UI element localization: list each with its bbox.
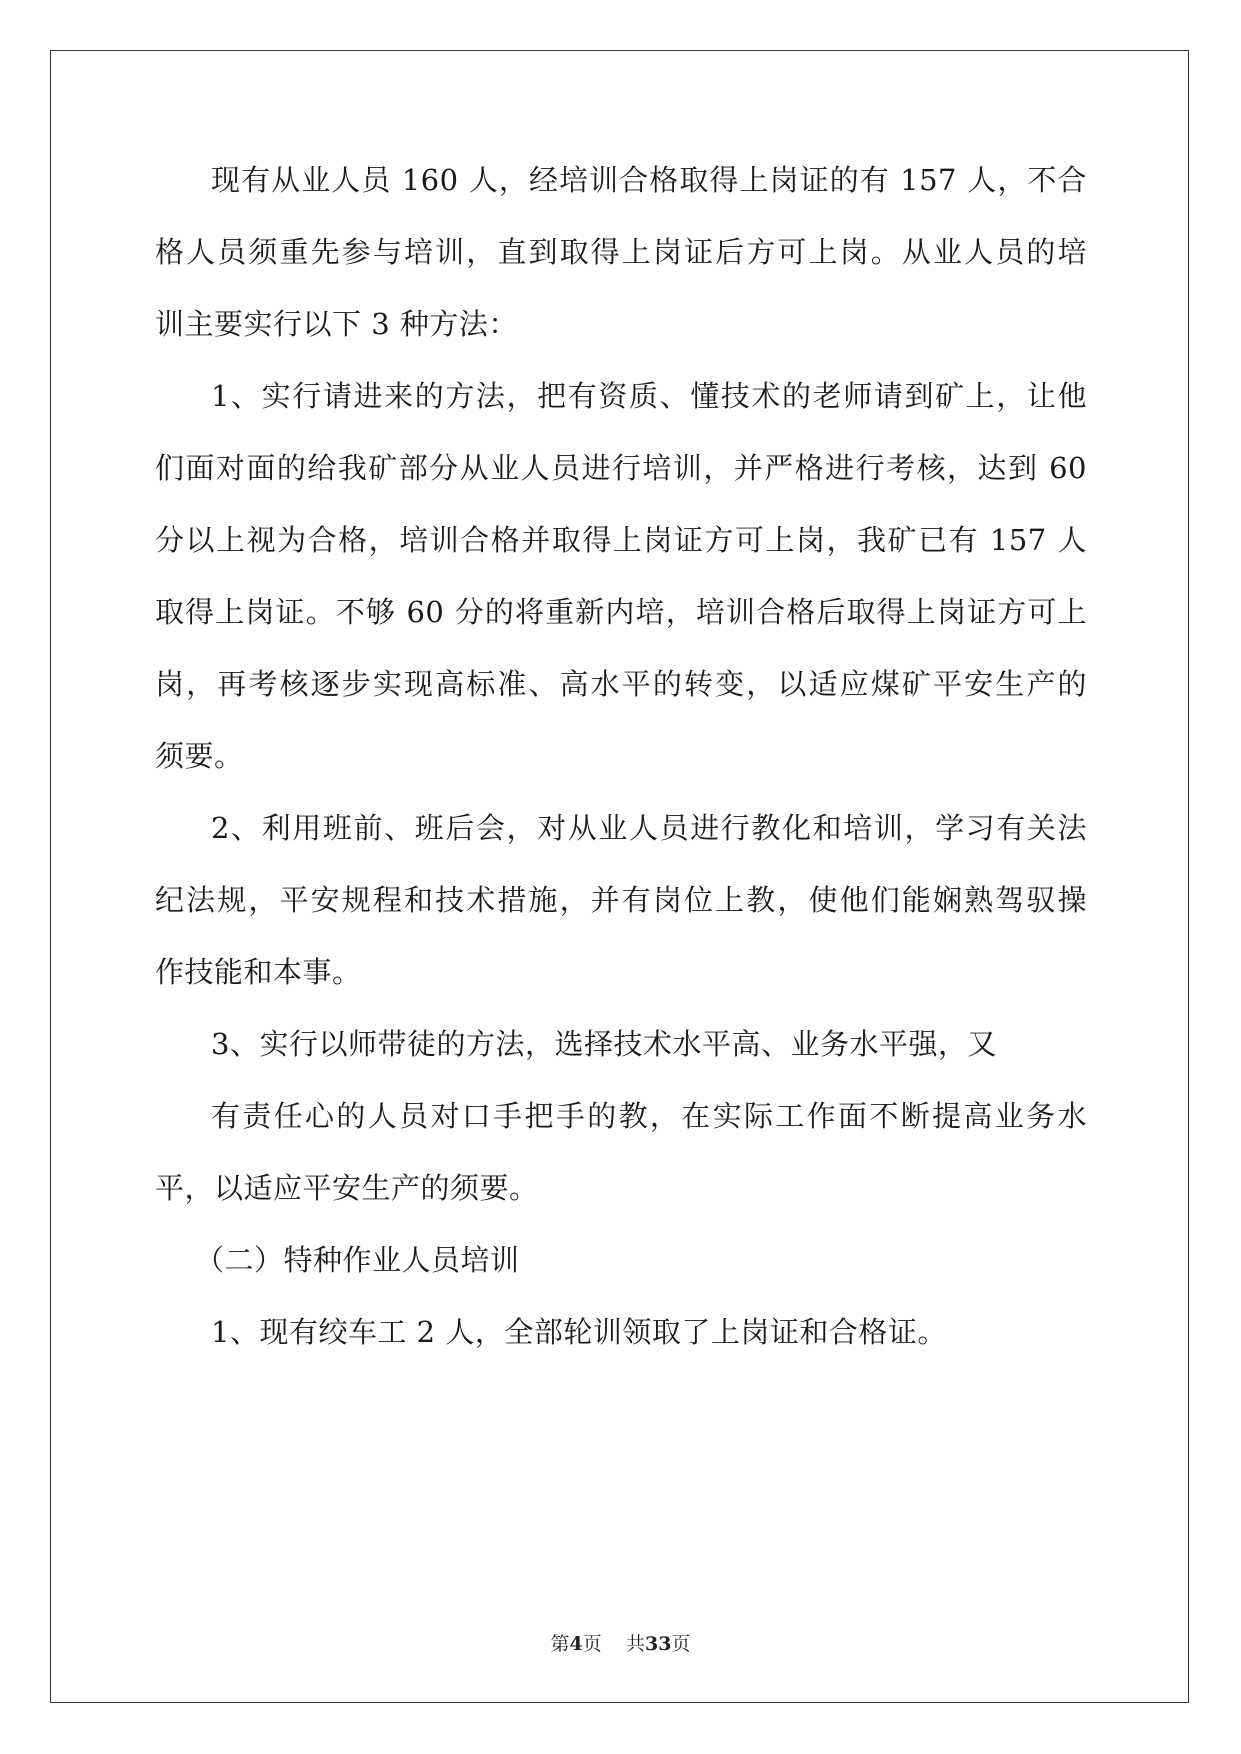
text-line-6: 分以上视为合格，培训合格并取得上岗证方可上岗，我矿已有 157 人 (155, 523, 1087, 557)
text-line-15: 平，以适应平安生产的须要。 (155, 1171, 539, 1205)
text-line-13: 3、实行以师带徒的方法，选择技术水平高、业务水平强，又 (211, 1027, 997, 1061)
text-line-5: 们面对面的给我矿部分从业人员进行培训，并严格进行考核，达到 60 (155, 451, 1087, 485)
page-prefix: 第 (550, 1633, 570, 1655)
total-suffix: 页 (671, 1633, 691, 1655)
text-line-3: 训主要实行以下 3 种方法： (155, 307, 518, 341)
text-line-2: 格人员须重先参与培训，直到取得上岗证后方可上岗。从业人员的培 (155, 235, 1087, 269)
text-line-4: 1、实行请进来的方法，把有资质、懂技术的老师请到矿上，让他 (211, 379, 1087, 413)
total-prefix: 共 (625, 1633, 645, 1655)
page-footer (0, 1632, 1241, 1656)
text-line-12: 作技能和本事。 (155, 955, 362, 989)
text-line-9: 须要。 (155, 739, 244, 773)
page-number: 4 (569, 1633, 583, 1655)
text-line-8: 岗，再考核逐步实现高标准、高水平的转变，以适应煤矿平安生产的 (155, 667, 1087, 701)
total-pages: 33 (644, 1633, 672, 1655)
page-suffix: 页 (582, 1633, 602, 1655)
text-line-7: 取得上岗证。不够 60 分的将重新内培，培训合格后取得上岗证方可上 (155, 595, 1087, 629)
section-heading: （二）特种作业人员培训 (195, 1243, 520, 1277)
text-line-17: 1、现有绞车工 2 人，全部轮训领取了上岗证和合格证。 (211, 1315, 947, 1349)
text-line-11: 纪法规，平安规程和技术措施，并有岗位上教，使他们能娴熟驾驭操 (155, 883, 1087, 917)
page-border (50, 50, 1189, 1703)
text-line-10: 2、利用班前、班后会，对从业人员进行教化和培训，学习有关法 (211, 811, 1087, 845)
text-line-1: 现有从业人员 160 人，经培训合格取得上岗证的有 157 人，不合 (211, 163, 1087, 197)
text-line-14: 有责任心的人员对口手把手的教，在实际工作面不断提高业务水 (211, 1099, 1087, 1133)
